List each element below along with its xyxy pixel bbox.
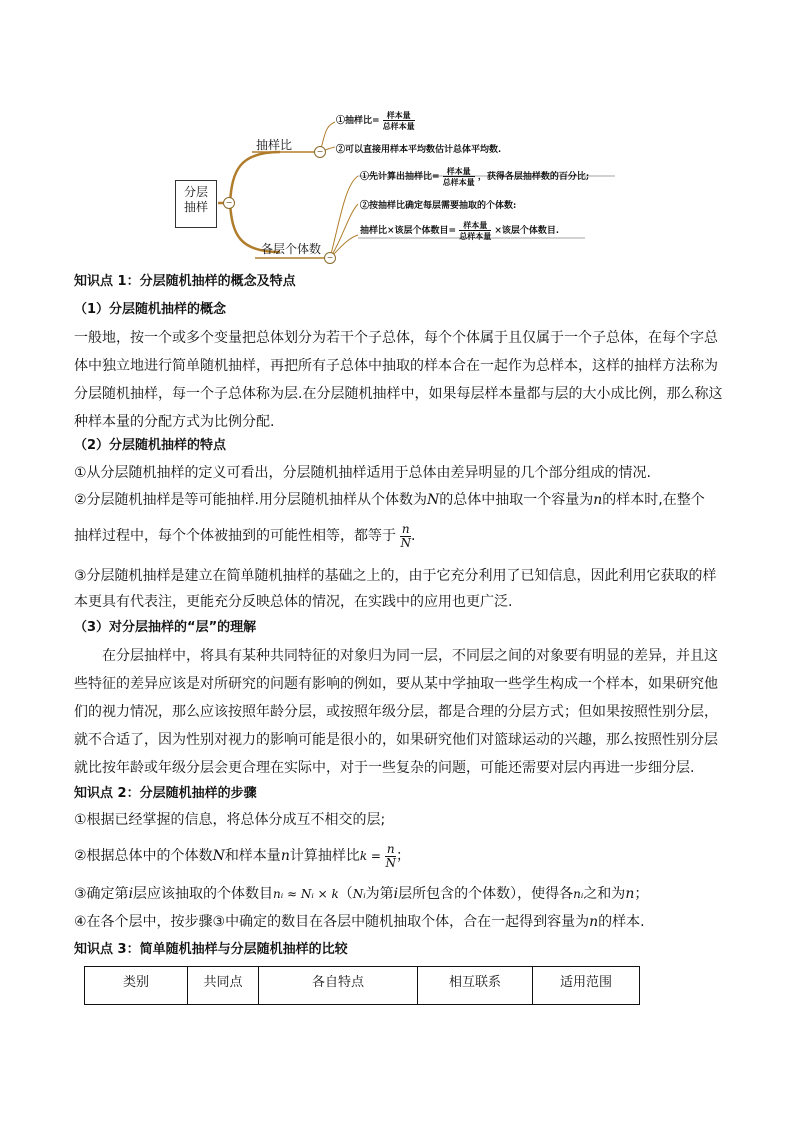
table-header-cell: 各自特点 <box>259 967 418 1005</box>
branch2-item3: 抽样比×该层个体数目= $\frac{\text{样本量}}{\text{总样本量}}$ ×该层个体数目. <box>360 220 560 241</box>
branch1-item2: ②可以直接用样本平均数估计总体平均数. <box>336 145 502 155</box>
paragraph-line: 就不合适了，因为性别对视力的影响可能是很小的，如果研究他们对篮球运动的兴趣，那么按照性别分层 <box>74 732 718 748</box>
mind-map <box>170 100 630 270</box>
paragraph-line: 体中独立地进行简单随机抽样，再把所有子总体中抽取的样本合在一起作为总样本，这样的抽样方法称为 <box>74 358 718 374</box>
paragraph-line: 在分层抽样中，将具有某种共同特征的对象归为同一层，不同层之间的对象要有明显的差异，并且这 <box>102 648 718 664</box>
step-1: ①根据已经掌握的信息，将总体分成互不相交的层; <box>74 812 386 828</box>
section2-title: 知识点 2：分层随机抽样的步骤 <box>74 786 257 801</box>
paragraph-line: 们的视力情况，那么应该按照年龄分层，或按照年级分层，都是合理的分层方式；但如果按照性别分层， <box>74 704 718 720</box>
paragraph-line: 些特征的差异应该是对所研究的问题有影响的例如，要从某中学抽取一些学生构成一个样本，如果研究他 <box>74 676 718 692</box>
table-header-row <box>85 967 640 1005</box>
section1-sub1: （1）分层随机抽样的概念 <box>74 302 227 317</box>
step-4: ④在各个层中，按步骤③中确定的数目在各层中随机抽取个体，合在一起得到容量为n的样本. <box>74 914 645 930</box>
feature-2: ②分层随机抽样是等可能抽样.用分层随机抽样从个体数为N的总体中抽取一个容量为n的样本时,在整个 <box>74 492 705 508</box>
feature-1: ①从分层随机抽样的定义可看出，分层随机抽样适用于总体由差异明显的几个部分组成的情况. <box>74 465 651 481</box>
collapse-icon[interactable]: − <box>314 146 326 158</box>
branch-layer-count: 各层个体数 <box>260 242 321 256</box>
mind-map-root: 分层 抽样 <box>175 180 217 228</box>
table-header-cell: 类别 <box>85 967 188 1005</box>
section1-sub2: （2）分层随机抽样的特点 <box>74 438 227 453</box>
collapse-icon[interactable]: − <box>324 252 336 264</box>
table-header-cell: 相互联系 <box>418 967 533 1005</box>
step-3: ③确定第i层应该抽取的个体数目nᵢ ≈ Nᵢ × k（Nᵢ为第i层所包含的个体数），使得各nᵢ之和为n； <box>74 886 649 902</box>
paragraph-line: 就比按年龄或年级分层会更合理在实际中，对于一些复杂的问题，可能还需要对层内再进一步细分层. <box>74 760 695 776</box>
branch1-item1: ①抽样比= $\frac{\text{样本量}}{\text{总样本量}}$ <box>336 110 415 131</box>
collapse-icon[interactable]: − <box>223 197 235 209</box>
section1-sub3: （3）对分层抽样的“层”的理解 <box>74 620 257 635</box>
feature-2-cont: 抽样过程中，每个个体被抽到的可能性相等，都等于 $\frac{n}{N}$ . <box>74 521 416 550</box>
section1-title: 知识点 1：分层随机抽样的概念及特点 <box>74 274 296 289</box>
section3-title: 知识点 3：简单随机抽样与分层随机抽样的比较 <box>74 942 348 957</box>
comparison-table <box>84 966 640 1005</box>
paragraph-line: 种样本量的分配方式为比例分配. <box>74 414 275 430</box>
paragraph-line: 一般地，按一个或多个变量把总体划分为若干个子总体，每个个体属于且仅属于一个子总体，在每个字总 <box>74 330 718 346</box>
feature-3: ③分层随机抽样是建立在简单随机抽样的基础之上的，由于它充分利用了已知信息，因此利用它获取的样 <box>74 568 717 584</box>
branch-sampling-ratio: 抽样比 <box>256 138 293 152</box>
branch2-item2: ②按抽样比确定每层需要抽取的个体数: <box>360 201 517 211</box>
feature-3-cont: 本更具有代表注，更能充分反映总体的情况，在实践中的应用也更广泛. <box>74 594 513 610</box>
step-2: ②根据总体中的个体数N和样本量n计算抽样比k = $\frac{n}{N}$ ； <box>74 841 410 870</box>
paragraph-line: 分层随机抽样，每一个子总体称为层.在分层随机抽样中，如果每层样本量都与层的大小成比例，那么称这 <box>74 386 723 402</box>
table-header-cell: 适用范围 <box>533 967 640 1005</box>
table-header-cell: 共同点 <box>188 967 259 1005</box>
branch2-item1: ①先计算出抽样比= $\frac{\text{样本量}}{\text{总样本量}}$ ，获得各层抽样数的百分比; <box>360 166 590 187</box>
